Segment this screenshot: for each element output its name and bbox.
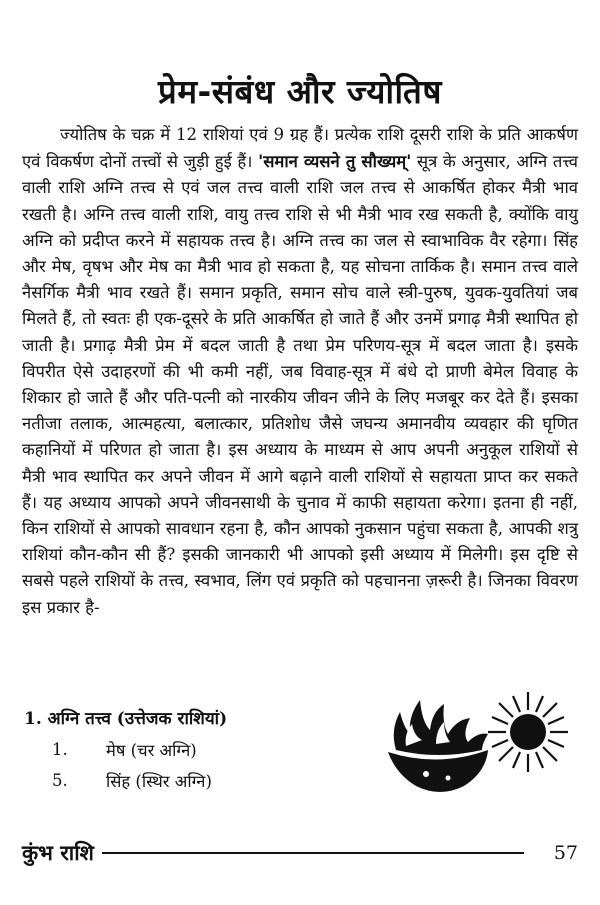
list-item [52,734,197,765]
book-title: कुंभ राशि [22,841,94,865]
body-paragraph [22,122,578,621]
flame-bowl-icon [388,700,488,792]
section-heading-fire-element: 1. अग्नि तत्त्व (उत्तेजक राशियां) [24,709,228,729]
list-item-number: 5. [52,771,68,790]
footer-divider [102,852,524,854]
fire-sun-illustration [378,690,578,805]
paragraph-part-2: सूत्र के अनुसार, अग्नि तत्त्व वाली राशि अग्नि तत्त्व से एवं जल तत्त्व वाली राशि जल तत्त्व से आकर्षित होकर मैत्री भाव रखती है। अग्नि तत्त्व वाली राशि, वायु तत्त्व राशि से भी मैत्री भाव रख सकती है, क्योंकि वायु अग्नि को प्रदीप्त करने में सहायक तत्त्व है। अग्नि तत्त्व का जल से स्वाभाविक वैर रहेगा। सिंह और मेष, वृषभ और मेष का मैत्री भाव हो सकता है, यह सोचना तार्किक है। समान तत्त्व वाले नैसर्गिक मैत्री भाव रखते हैं। समान प्रकृति, समान सोच वाले स्त्री-पुरुष, युवक-युवतियां जब मिलते हैं, तो स्वतः ही एक-दूसरे के प्रति आकर्षित हो जाते हैं और उनमें प्रगाढ़ मैत्री स्थापित हो जाती है। प्रगाढ़ मैत्री प्रेम में बदल जाती है तथा प्रेम परिणय-सूत्र में बदल जाता है। इसके विपरीत ऐसे उदाहरणों की भी कमी नहीं, जब विवाह-सूत्र में बंधे दो प्राणी बेमेल विवाह के शिकार हो जाते हैं और पति-पत्नी को नारकीय जीवन जीने के लिए मजबूर कर देते हैं। इसका नतीजा तलाक, आत्महत्या, बलात्कार, प्रतिशोध जैसे जघन्य अमानवीय व्यवहार की घृणित कहानियों में परिणत हो जाता है। इस अध्याय के माध्यम से आप अपनी अनुकूल राशियों से मैत्री भाव स्थापित कर अपने जीवन में आगे बढ़ाने वाली राशियों से सहायता प्राप्त कर सकते हैं। यह अध्याय आपको अपने जीवनसाथी के चुनाव में काफी सहायता करेगा। इतना ही नहीं, किन राशियों से आपको सावधान रहना है, कौन आपको नुकसान पहुंचा सकता है, आपकी शत्रु राशियां कौन-कौन सी हैं? इसकी जानकारी भी आपको इसी अध्याय में मिलेगी। इस दृष्टि से सबसे पहले राशियों के तत्त्व, स्वभाव, लिंग एवं प्रकृति को पहचानना ज़रूरी है। जिनका विवरण इस प्रकार है- [22,152,578,617]
sun-icon [488,692,568,772]
list-item-label: मेष (चर अग्नि) [106,741,197,760]
page-number: 57 [553,842,578,864]
list-item-number: 1. [52,740,68,759]
sutra-quote: 'समान व्यसने तु सौख्यम्' [258,151,412,172]
page-title: प्रेम-संबंध और ज्योतिष [158,72,442,111]
paragraph-part-1: ज्योतिष के चक्र में 12 राशियां एवं 9 ग्रह हैं। प्रत्येक राशि दूसरी राशि के प्रति आकर्षण एवं विकर्षण दोनों तत्त्वों से जुड़ी हुई हैं। [22,125,578,172]
list-item-label: सिंह (स्थिर अग्नि) [106,772,212,791]
page-footer [22,838,578,868]
list-item [52,765,212,796]
